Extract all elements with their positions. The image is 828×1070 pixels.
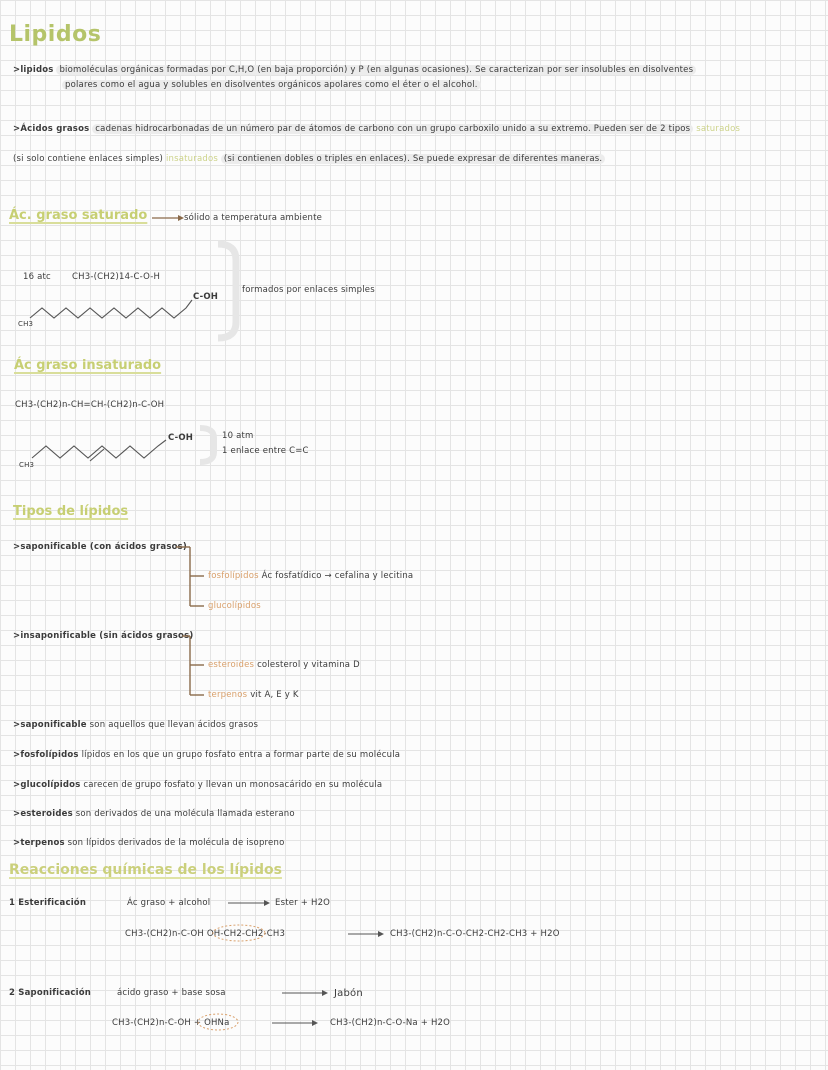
reacciones-heading: Reacciones químicas de los lípidos xyxy=(9,862,282,878)
def-text: son lípidos derivados de la molécula de isopreno xyxy=(67,838,285,848)
tree-connector-icon xyxy=(182,636,204,695)
arrow-icon xyxy=(228,900,270,906)
arrow-icon xyxy=(152,215,184,221)
highlight-circle-icon xyxy=(213,925,265,941)
bracket-icon xyxy=(200,428,214,462)
saturado-cooh: C-OH xyxy=(193,292,219,302)
esterificacion-prod: Ester + H2O xyxy=(275,898,331,908)
esterificacion-formula-2: CH3-(CH2)n-C-O-CH2-CH2-CH3 + H2O xyxy=(390,929,560,939)
tipos-ester-label: esteroides xyxy=(208,660,255,670)
insaturado-note-2: 1 enlace entre C=C xyxy=(222,446,309,456)
tipos-terp-label: terpenos xyxy=(208,690,248,700)
tipos-ester-text: colesterol y vitamina D xyxy=(257,660,360,670)
def-text: carecen de grupo fosfato y llevan un monosacárido en su molécula xyxy=(83,780,383,790)
def-term: >esteroides xyxy=(13,809,73,819)
saponificacion-label: 2 Saponificación xyxy=(9,988,92,998)
esterificacion-label: 1 Esterificación xyxy=(9,898,87,908)
saponificacion-formula-2: CH3-(CH2)n-C-O-Na + H2O xyxy=(330,1018,451,1028)
def-term: >saponificable xyxy=(13,720,87,730)
acidos-text-2c: (si contienen dobles o triples en enlaces). Se puede expresar de diferentes maneras. xyxy=(221,154,605,164)
saturado-heading: Ác. graso saturado xyxy=(9,208,148,223)
tipos-gluco-label: glucolípidos xyxy=(208,601,261,611)
highlight-circle-icon xyxy=(198,1014,238,1030)
acidos-label: >Ácidos grasos xyxy=(13,124,90,134)
acidos-text-2a: (si solo contiene enlaces simples) xyxy=(13,154,164,164)
saturado-bracket-note: formados por enlaces simples xyxy=(242,285,375,295)
tipos-terp-text: vit A, E y K xyxy=(250,690,299,700)
arrow-icon xyxy=(282,990,328,996)
acidos-saturados: saturados xyxy=(696,124,741,134)
page-title: Lipidos xyxy=(9,22,102,47)
saturado-ch3: CH3 xyxy=(18,320,34,328)
insaturado-cooh: C-OH xyxy=(168,433,194,443)
saponificacion-eq: ácido graso + base sosa xyxy=(117,988,226,998)
insaturado-ch3: CH3 xyxy=(19,461,35,469)
saturado-arrow-text: sólido a temperatura ambiente xyxy=(184,213,323,223)
insaturado-note-1: 10 atm xyxy=(222,431,254,441)
def-term: >fosfolípidos xyxy=(13,750,79,760)
saponificacion-prod: Jabón xyxy=(334,988,363,999)
saturado-carbons: 16 atc xyxy=(23,272,51,282)
bracket-icon xyxy=(218,244,236,338)
def-text: son derivados de una molécula llamada esterano xyxy=(75,809,295,819)
def-term: >glucolípidos xyxy=(13,780,81,790)
saturado-formula: CH3-(CH2)14-C-O-H xyxy=(72,272,161,282)
tipos-fosfo-label: fosfolípidos xyxy=(208,571,259,581)
unsaturated-chain-icon xyxy=(32,440,166,458)
intro-label: >lipidos xyxy=(13,65,54,75)
tipos-fosfo-text: Ác fosfatídico → cefalina y lecitina xyxy=(261,571,414,581)
saturated-chain-icon xyxy=(30,300,192,318)
tipos-saponificable: >saponificable (con ácidos grasos) xyxy=(13,542,187,552)
insaturado-heading: Ác graso insaturado xyxy=(14,358,162,373)
intro-text-2: polares como el agua y solubles en disolventes orgánicos apolares como el éter o el alcohol. xyxy=(62,80,481,90)
arrow-icon xyxy=(272,1020,318,1026)
tipos-insaponificable: >insaponificable (sin ácidos grasos) xyxy=(13,631,194,641)
tipos-heading: Tipos de lípidos xyxy=(13,504,129,519)
tree-connector-icon xyxy=(176,547,204,606)
def-term: >terpenos xyxy=(13,838,65,848)
insaturado-formula: CH3-(CH2)n-CH=CH-(CH2)n-C-OH xyxy=(15,400,165,410)
saponificacion-formula-1: CH3-(CH2)n-C-OH + OHNa xyxy=(112,1018,230,1028)
esterificacion-eq: Ác graso + alcohol xyxy=(127,898,211,908)
def-text: son aquellos que llevan ácidos grasos xyxy=(89,720,259,730)
acidos-text-1: cadenas hidrocarbonadas de un número par de átomos de carbono con un grupo carboxilo unido a su extremo. Pueden ser de 2 tipos xyxy=(92,124,693,134)
acidos-insaturados: insaturados xyxy=(165,154,218,164)
esterificacion-formula-1: CH3-(CH2)n-C-OH OH-CH2-CH2-CH3 xyxy=(125,929,286,939)
arrow-icon xyxy=(348,931,384,937)
intro-text-1: biomoléculas orgánicas formadas por C,H,O (en baja proporción) y P (en algunas ocasiones). Se caracterizan por ser insolubles en disolventes xyxy=(56,65,696,75)
def-text: lípidos en los que un grupo fosfato entra a formar parte de su molécula xyxy=(81,750,401,760)
